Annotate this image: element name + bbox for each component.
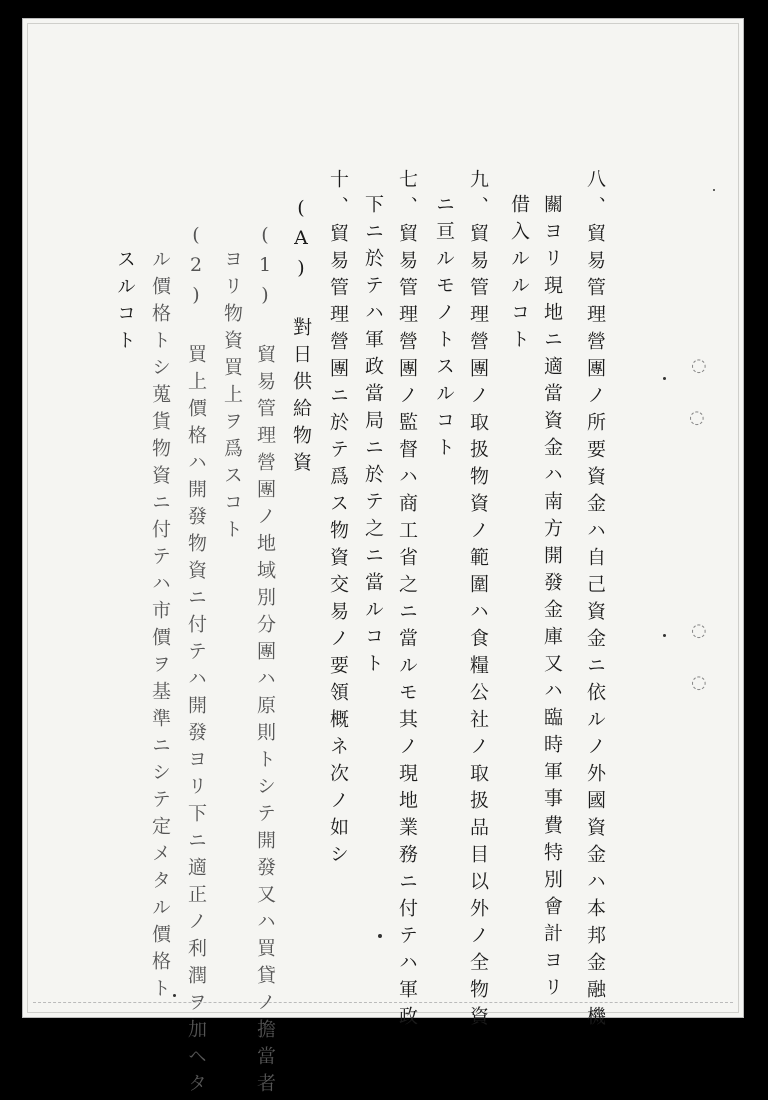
text-line: ル價格トシ蒐貨物資ニ付テハ市價ヲ基準ニシテ定メタル價格ト <box>149 249 171 1005</box>
document-page <box>22 18 744 1100</box>
ink-speck <box>663 634 666 637</box>
text-line: 八、貿易管理營團ノ所要資金ハ自己資金ニ依ルノ外國資金ハ本邦金融機 <box>584 169 606 1033</box>
text-line: (2) 買上價格ハ開發物資ニ付テハ開發ヨリ下ニ適正ノ利潤ヲ加ヘタ <box>185 224 207 1100</box>
text-line: 下ニ於テハ軍政當局ニ於テ之ニ當ルコト <box>362 194 384 680</box>
text-line: (A) 對日供給物資 <box>290 197 312 479</box>
page-margin-mark: ◌ <box>691 672 707 693</box>
text-line: スルコト <box>114 249 136 357</box>
ink-speck <box>378 934 382 938</box>
text-line: 關ヨリ現地ニ適當資金ハ南方開發金庫又ハ臨時軍事費特別會計ヨリ <box>541 194 563 1004</box>
page-margin-mark: ◌ <box>691 355 707 376</box>
page-margin-mark: ◌ <box>691 620 707 641</box>
text-line: 七、貿易管理營團ノ監督ハ商工省之ニ當ルモ其ノ現地業務ニ付テハ軍政 <box>396 169 418 1033</box>
text-line: 十、貿易管理營團ニ於テ爲ス物資交易ノ要領概ネ次ノ如シ <box>327 169 349 871</box>
text-line: ニ亘ルモノトスルコト <box>433 194 455 464</box>
text-line: 借入ルルコト <box>508 194 530 356</box>
ink-speck <box>663 377 666 380</box>
text-line: (1) 貿易管理營團ノ地域別分團ハ原則トシテ開發又ハ買貸ノ擔當者 <box>254 224 276 1100</box>
text-line: ヨリ物資買上ヲ爲スコト <box>221 249 243 546</box>
ink-speck <box>713 189 715 191</box>
page-margin-mark: ◌ <box>689 407 705 428</box>
text-line: 九、貿易管理營團ノ取扱物資ノ範圍ハ食糧公社ノ取扱品目以外ノ全物資 <box>467 169 489 1033</box>
page-bottom-edge <box>33 996 733 1003</box>
